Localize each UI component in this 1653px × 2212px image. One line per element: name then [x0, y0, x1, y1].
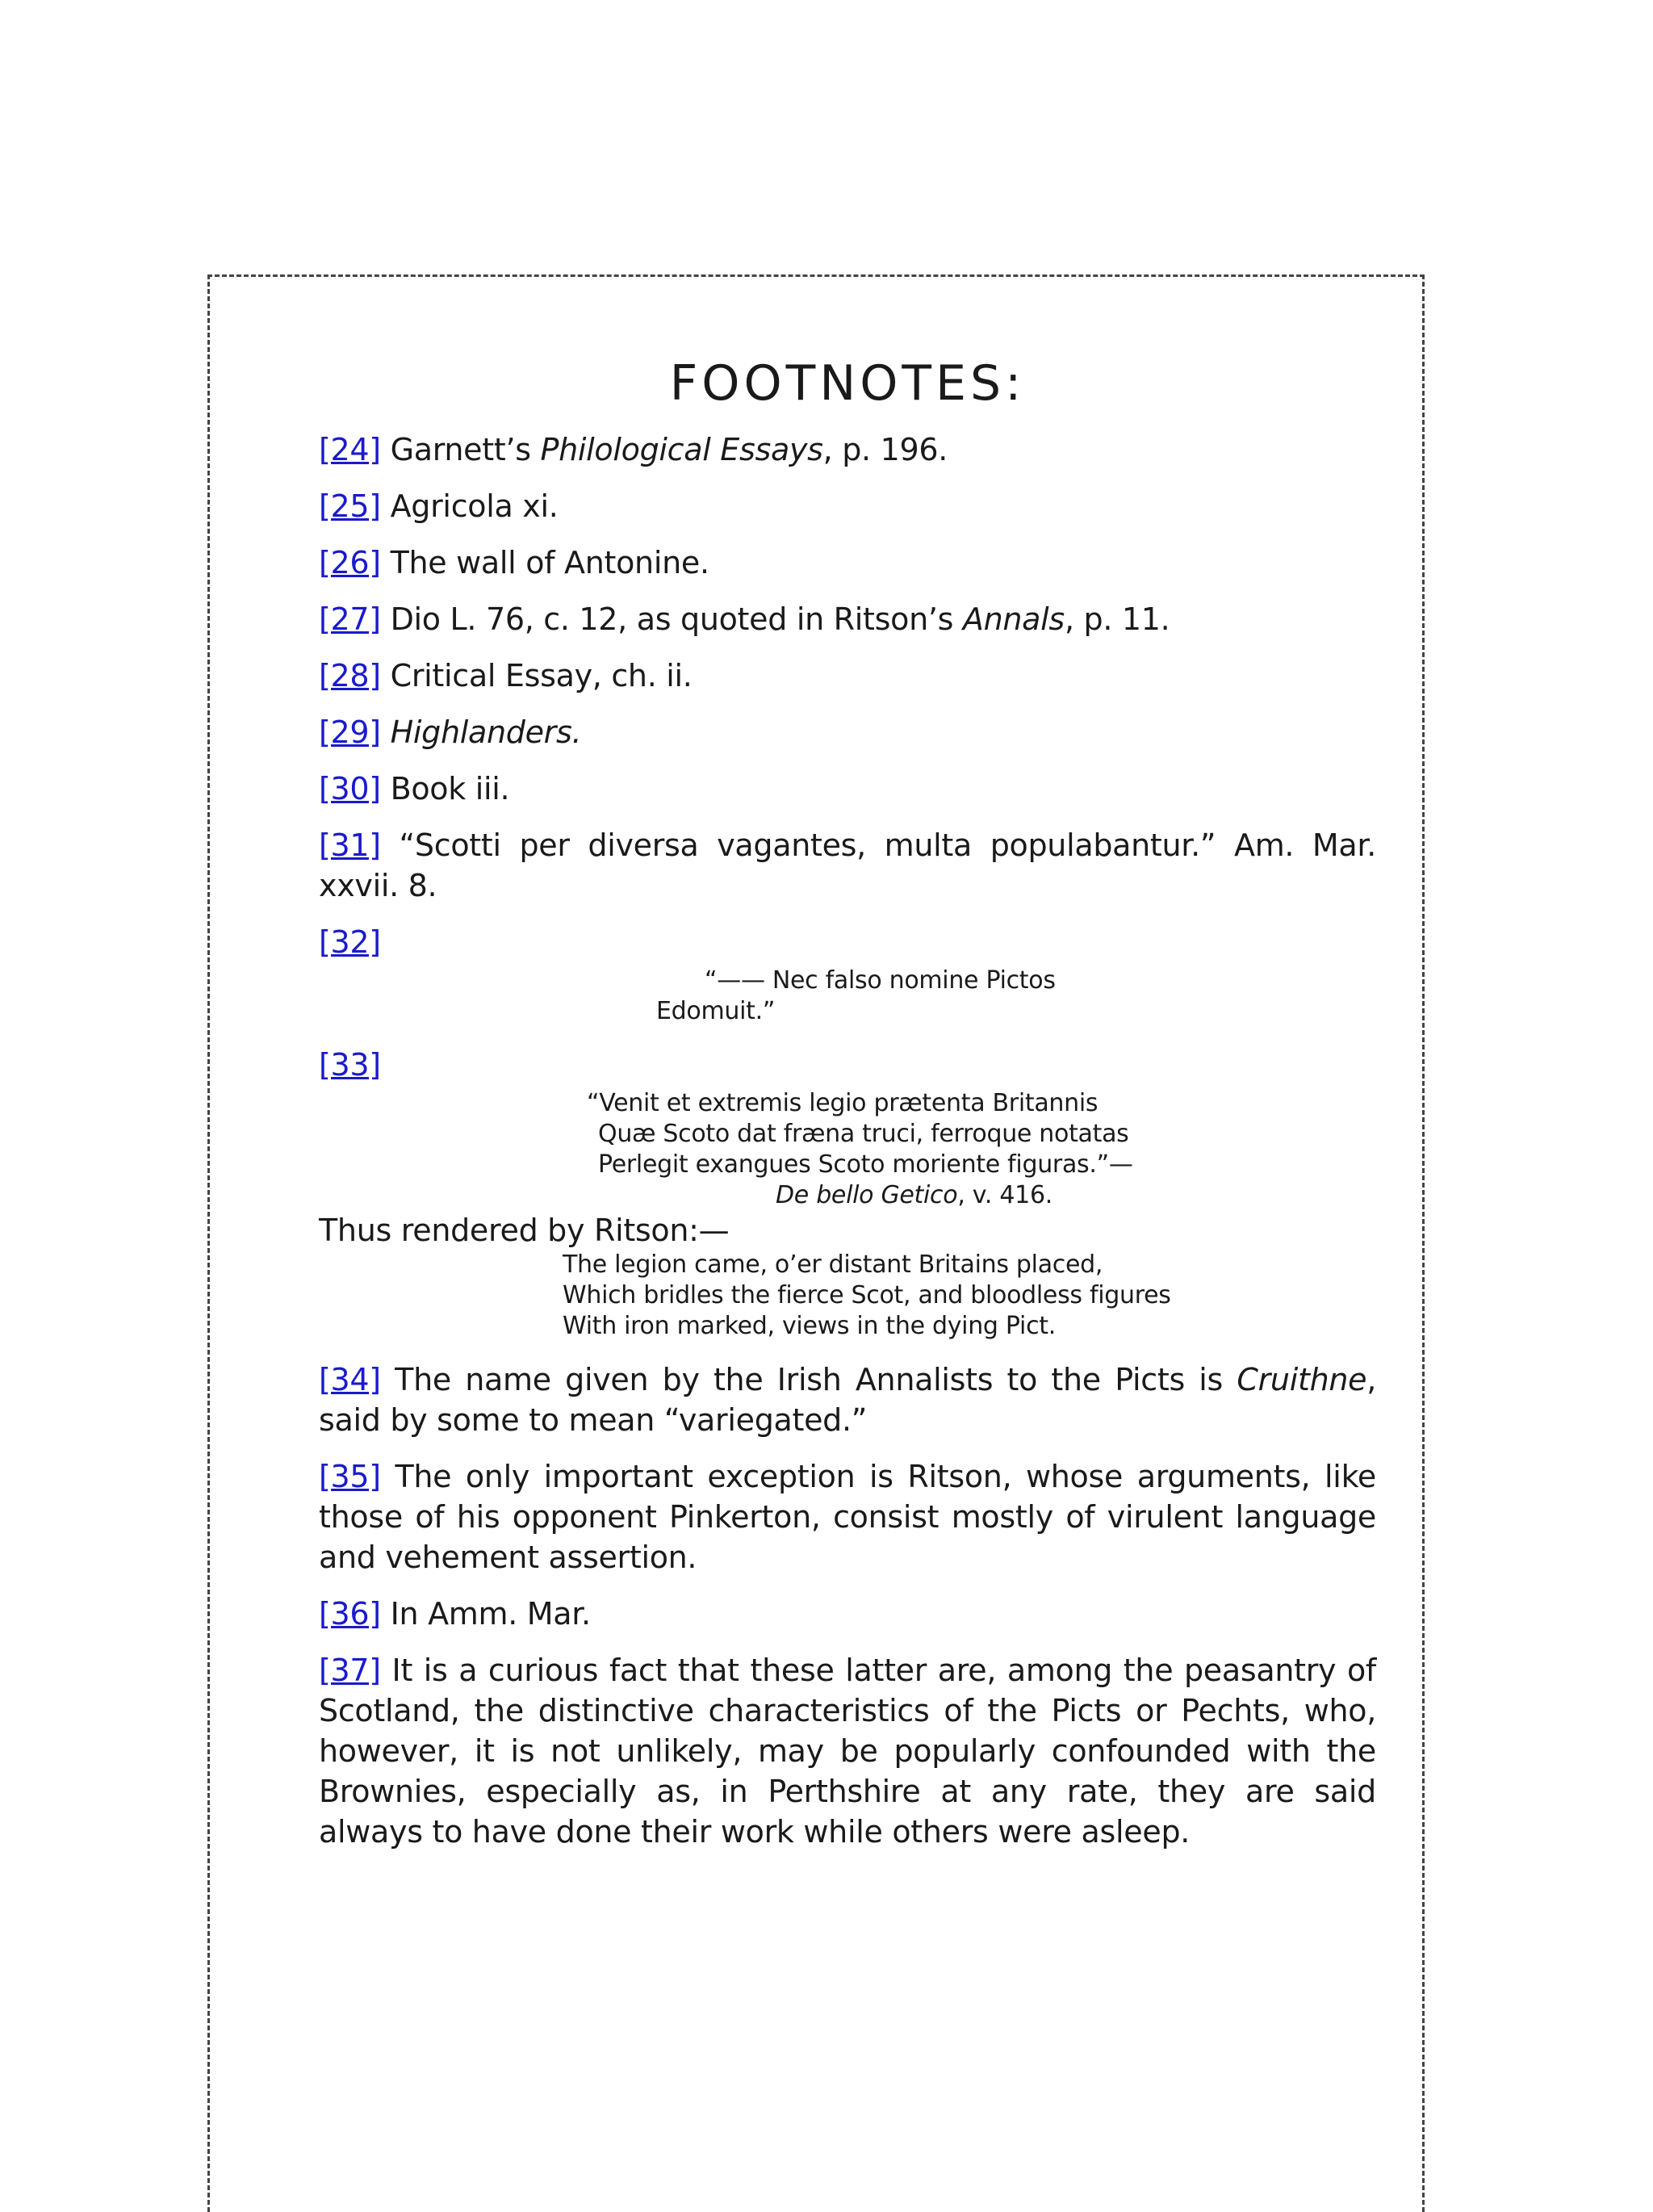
footnote-26: [26] The wall of Antonine.	[319, 545, 709, 580]
footnote-35: [35] The only important exception is Ritson, whose arguments, like those of his opponent Pinkerton, consist mostly of virulent language and vehement assertion.	[319, 1459, 1377, 1575]
verse-line: “Venit et extremis legio prætenta Britannis	[587, 1089, 1099, 1117]
footnote-28: [28] Critical Essay, ch. ii.	[319, 658, 693, 693]
footnote-link-24[interactable]: [24]	[319, 432, 381, 467]
footnote-33	[319, 1045, 1376, 1085]
footnote-link-36[interactable]: [36]	[319, 1596, 381, 1632]
verse-line: Quæ Scoto dat fræna truci, ferroque notatas	[598, 1120, 1129, 1148]
footnote-31: [31] “Scotti per diversa vagantes, multa populabantur.” Am. Mar. xxvii. 8.	[319, 827, 1376, 903]
footnote-36: [36] In Amm. Mar.	[319, 1596, 591, 1632]
footnote-27: [27] Dio L. 76, c. 12, as quoted in Ritson’s Annals, p. 11.	[319, 601, 1170, 637]
verse-line: The legion came, o’er distant Britains placed,	[563, 1251, 1103, 1279]
footnote-link-29[interactable]: [29]	[319, 714, 381, 750]
verse-citation: De bello Getico, v. 416.	[776, 1181, 1052, 1209]
footnote-link-26[interactable]: [26]	[319, 545, 381, 580]
footnote-link-31[interactable]: [31]	[319, 827, 381, 863]
footnote-33-verse	[319, 1088, 1376, 1211]
translation-intro: Thus rendered by Ritson:—	[319, 1213, 730, 1248]
footnote-link-37[interactable]: [37]	[319, 1653, 381, 1688]
footnote-30: [30] Book iii.	[319, 771, 510, 806]
footnote-link-30[interactable]: [30]	[319, 771, 381, 806]
footnote-link-27[interactable]: [27]	[319, 601, 381, 637]
verse-line: Perlegit exangues Scoto moriente figuras.”—	[598, 1150, 1133, 1179]
verse-line: Edomuit.”	[656, 997, 776, 1025]
footnote-link-33[interactable]: [33]	[319, 1047, 381, 1083]
footnote-34: [34] The name given by the Irish Annalists to the Picts is Cruithne, said by some to mean “variegated.”	[319, 1362, 1377, 1438]
footnote-link-28[interactable]: [28]	[319, 658, 381, 693]
footnotes-heading: FOOTNOTES:	[669, 355, 1026, 412]
footnote-24: [24] Garnett’s Philological Essays, p. 196.	[319, 432, 948, 467]
footnote-link-34[interactable]: [34]	[319, 1362, 381, 1397]
footnote-25: [25] Agricola xi.	[319, 488, 559, 524]
footnote-29: [29] Highlanders.	[319, 714, 582, 750]
verse-line: Which bridles the fierce Scot, and bloodless figures	[563, 1281, 1171, 1309]
footnote-32	[319, 922, 1376, 962]
footnote-32-verse	[319, 966, 1376, 1027]
footnotes-section	[319, 355, 1376, 1868]
verse-line: “—— Nec falso nomine Pictos	[705, 966, 1056, 995]
footnote-37: [37] It is a curious fact that these latter are, among the peasantry of Scotland, the distinctive characteristics of the Picts or Pechts, who, however, it is not unlikely, may be popularly confounded with the Brownies, especially as, in Perthshire at any rate, they are said always to have done their work while others were asleep.	[319, 1653, 1376, 1850]
verse-line: With iron marked, views in the dying Pict.	[563, 1312, 1056, 1340]
footnote-link-32[interactable]: [32]	[319, 924, 381, 960]
footnote-link-25[interactable]: [25]	[319, 488, 381, 524]
footnote-33-translation	[319, 1250, 1376, 1342]
footnote-link-35[interactable]: [35]	[319, 1459, 381, 1494]
